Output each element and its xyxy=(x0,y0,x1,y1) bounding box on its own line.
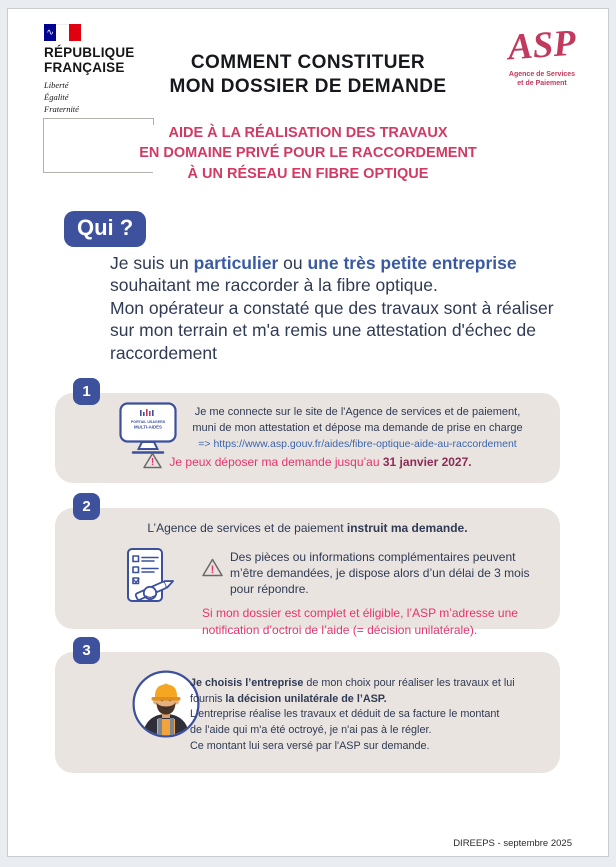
step-2-box xyxy=(55,498,560,637)
who-badge: Qui ? xyxy=(64,211,146,247)
aid-title: AIDE À LA RÉALISATION DES TRAVAUX EN DOMAINE PRIVÉ POUR LE RACCORDEMENT À UN RÉSEAU EN FIBRE OPTIQUE xyxy=(139,125,477,182)
warning-triangle-icon xyxy=(202,558,223,597)
svg-text:!: ! xyxy=(210,564,215,576)
step-3-number-badge: 3 xyxy=(73,637,100,664)
intro-sentence-2: Mon opérateur a constaté que des travaux sont à réaliser sur mon terrain et m'a remis une attestation d'échec de raccordement xyxy=(110,297,554,363)
republique-francaise-logo xyxy=(44,24,135,116)
asp-subtitle: Agence de Services et de Paiement xyxy=(508,71,576,88)
warning-triangle-icon xyxy=(143,452,162,472)
step-3-box xyxy=(55,642,560,773)
svg-text:!: ! xyxy=(151,457,155,468)
asp-logo xyxy=(497,22,587,89)
svg-text:MULTI-AIDES: MULTI-AIDES xyxy=(134,424,162,430)
deadline-date: 31 janvier 2027. xyxy=(382,455,472,469)
step-2-warning: ! Des pièces ou informations complémentaires peuvent m’être demandées, je dispose alors d’un délai de 3 mois pour répondre. xyxy=(202,550,547,597)
step-1-box xyxy=(55,383,560,483)
french-flag-icon: ∿ xyxy=(44,24,81,41)
step-1-link-line: => https://www.asp.gouv.fr/aides/fibre-optique-aide-au-raccordement xyxy=(198,437,517,450)
application-form-pen-icon xyxy=(125,546,177,613)
svg-text:PORTAIL USAGERS: PORTAIL USAGERS xyxy=(130,420,166,424)
republique-motto: Liberté Égalité Fraternité xyxy=(44,80,79,114)
page-title: COMMENT CONSTITUER MON DOSSIER DE DEMANDE xyxy=(169,52,447,98)
document-page xyxy=(7,8,609,857)
step-2-number-badge: 2 xyxy=(73,493,100,520)
step-2-title: L’Agence de services et de paiement instruit ma demande. xyxy=(147,521,468,535)
intro-paragraph xyxy=(110,252,570,364)
asp-acronym: ASP xyxy=(506,22,578,69)
intro-sentence-1: Je suis un particulier ou une très petite entreprise souhaitant me raccorder à la fibre optique. xyxy=(110,253,517,296)
step-3-text: Je choisis l’entreprise de mon choix pour réaliser les travaux et lui fournis la décision unilatérale de l’ASP. L'entreprise réalise les travaux et déduit de sa facture le montant de l'aide qui m'a été octroyé, je n'ai pas à le régler. Ce montant lui sera versé par l'ASP sur demande. xyxy=(190,677,515,752)
footer-credit: DIREEPS - septembre 2025 xyxy=(453,838,572,849)
step-1-text: Je me connecte sur le site de l'Agence de services et de paiement, muni de mon attestation et dépose ma demande de prise en charge => https://www.asp.gouv.fr/aides/fibre-optique-aide-au-raccordement xyxy=(170,405,545,452)
step-1-deadline-warning: ! Je peux déposer ma demande jusqu’au 31 janvier 2027. xyxy=(55,452,560,472)
asp-aid-link[interactable]: https://www.asp.gouv.fr/aides/fibre-optique-aide-au-raccordement xyxy=(213,437,517,450)
republique-name: RÉPUBLIQUE FRANÇAISE xyxy=(44,45,135,76)
step-1-number-badge: 1 xyxy=(73,378,100,405)
step-2-pink-note: Si mon dossier est complet et éligible, l’ASP m’adresse une notification d’octroi de l’aide (= décision unilatérale). xyxy=(202,606,518,637)
